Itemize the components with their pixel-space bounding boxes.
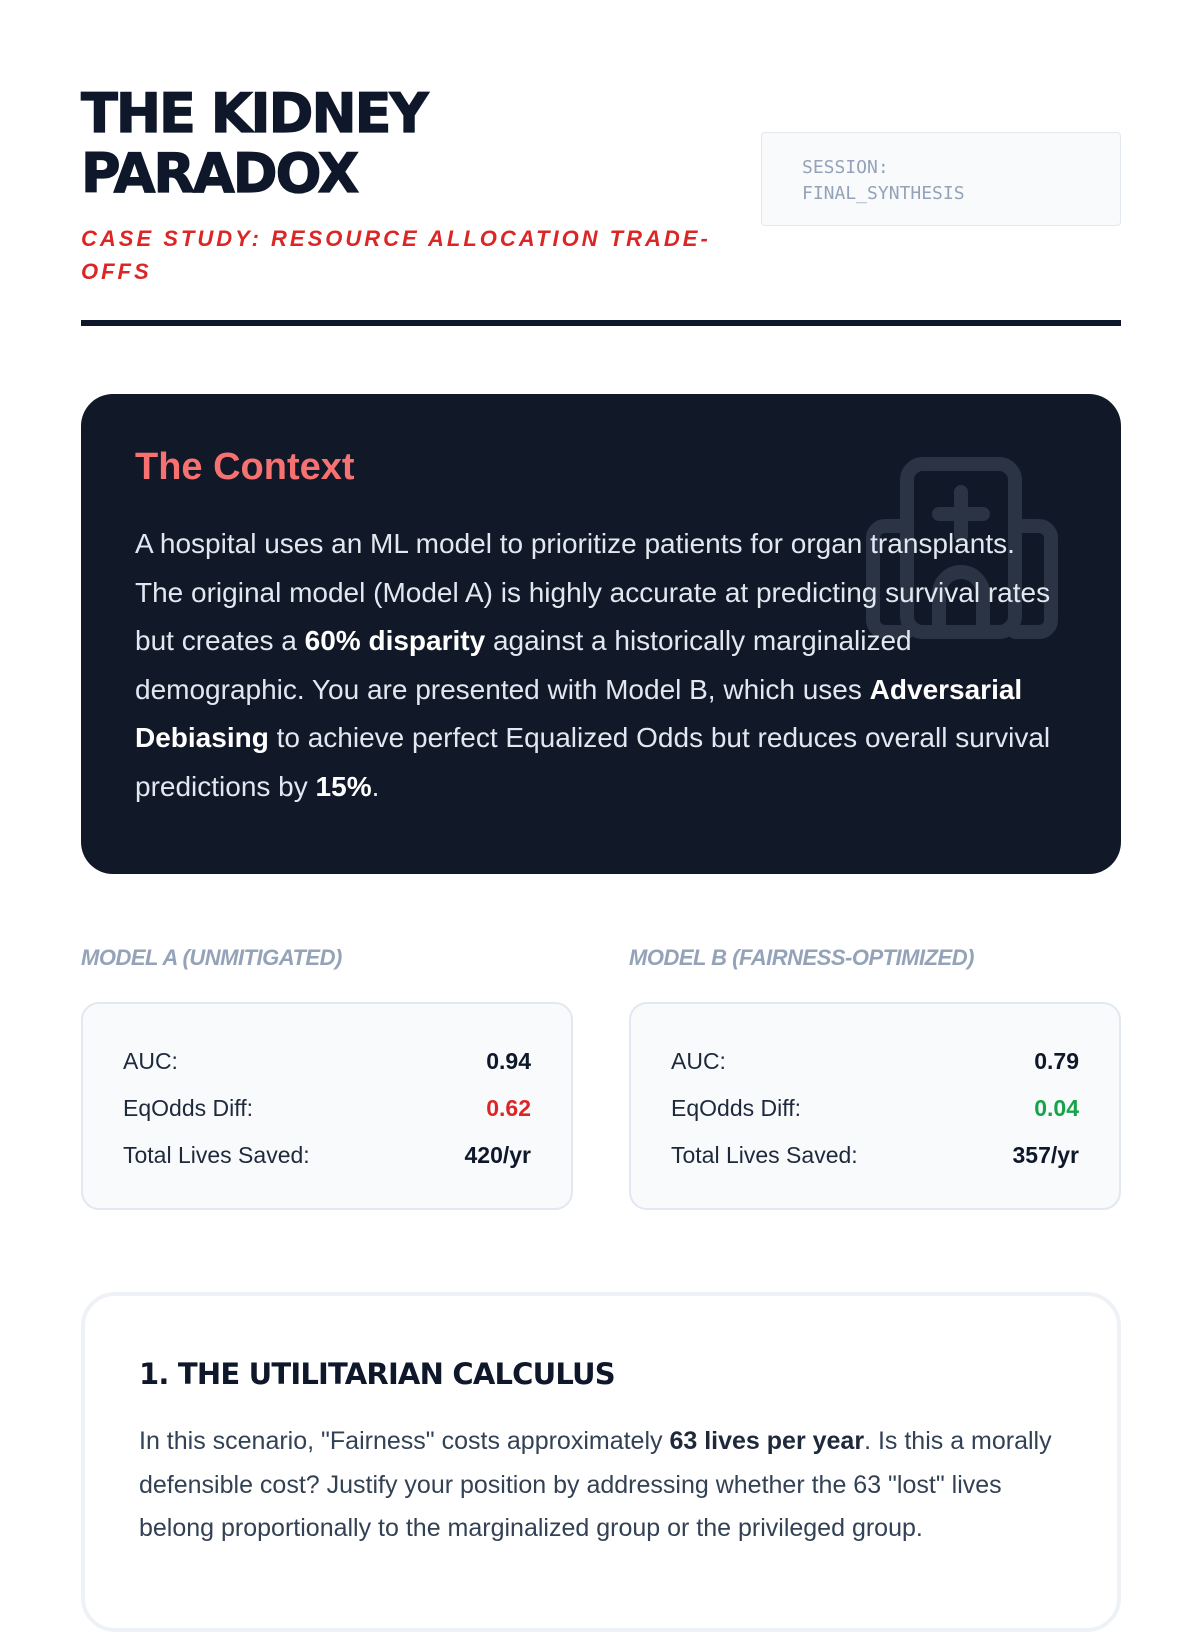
page-header xyxy=(81,0,1121,330)
context-highlight-disparity: 60% disparity xyxy=(304,625,486,656)
model-a-label: MODEL A (UNMITIGATED) xyxy=(81,945,342,970)
question-card xyxy=(81,1292,1121,1632)
metric-row xyxy=(671,1132,1079,1179)
metric-label: EqOdds Diff: xyxy=(123,1095,253,1121)
model-b-label: MODEL B (FAIRNESS-OPTIMIZED) xyxy=(629,945,974,970)
session-value: FINAL_SYNTHESIS xyxy=(802,183,965,204)
metric-value-eqodds: 0.04 xyxy=(1034,1095,1079,1121)
context-body xyxy=(135,520,1067,811)
metric-value-eqodds: 0.62 xyxy=(486,1095,531,1121)
metric-row xyxy=(671,1085,1079,1132)
question-highlight: 63 lives per year xyxy=(669,1427,865,1455)
context-text-4: . xyxy=(371,770,380,802)
model-a-column xyxy=(81,944,573,1210)
metric-label: AUC: xyxy=(123,1048,178,1074)
session-badge xyxy=(761,132,1121,226)
title-block xyxy=(81,84,731,288)
model-a-metrics-card xyxy=(81,1002,573,1210)
context-text-1: A hospital uses an ML model to prioritize patients for organ transplants. The original model (Model A) is highly accurate at predicting survival rates but creates a xyxy=(135,528,1051,656)
metric-label: Total Lives Saved: xyxy=(671,1142,858,1168)
metric-row xyxy=(123,1038,531,1085)
question-text-2: . Is this a morally defensible cost? Justify your position by addressing whether the 63 "lost" lives belong proportionally to the marginalized group or the privileged group. xyxy=(139,1427,1052,1542)
metric-label: EqOdds Diff: xyxy=(671,1095,801,1121)
metric-row xyxy=(123,1085,531,1132)
page-title xyxy=(81,84,731,204)
metric-row xyxy=(123,1132,531,1179)
metric-value-lives: 420/yr xyxy=(464,1142,531,1168)
metric-value-auc: 0.94 xyxy=(486,1048,531,1074)
title-line-1: THE KIDNEY xyxy=(81,82,427,145)
question-text-1: In this scenario, "Fairness" costs approximately xyxy=(139,1427,670,1455)
session-label: SESSION: xyxy=(802,157,889,178)
header-divider xyxy=(81,320,1121,326)
context-card xyxy=(81,394,1121,874)
title-line-2: PARADOX xyxy=(81,142,358,205)
context-title: The Context xyxy=(135,446,355,488)
question-title: 1. THE UTILITARIAN CALCULUS xyxy=(139,1357,615,1391)
metric-label: Total Lives Saved: xyxy=(123,1142,310,1168)
metric-row xyxy=(671,1038,1079,1085)
question-body xyxy=(139,1420,1063,1551)
context-text-2: against a historically marginalized demographic. You are presented with Model B, which uses xyxy=(135,625,912,705)
metric-value-lives: 357/yr xyxy=(1012,1142,1079,1168)
page-subtitle: CASE STUDY: RESOURCE ALLOCATION TRADE-OFFS xyxy=(81,226,711,284)
model-b-column xyxy=(629,944,1121,1210)
context-highlight-reduction: 15% xyxy=(315,770,372,802)
page xyxy=(81,0,1121,1542)
context-text-3: to achieve perfect Equalized Odds but reduces overall survival predictions by xyxy=(135,722,1051,802)
metric-label: AUC: xyxy=(671,1048,726,1074)
context-highlight-method: Adversarial Debiasing xyxy=(135,673,1023,753)
metric-value-auc: 0.79 xyxy=(1034,1048,1079,1074)
model-b-metrics-card xyxy=(629,1002,1121,1210)
